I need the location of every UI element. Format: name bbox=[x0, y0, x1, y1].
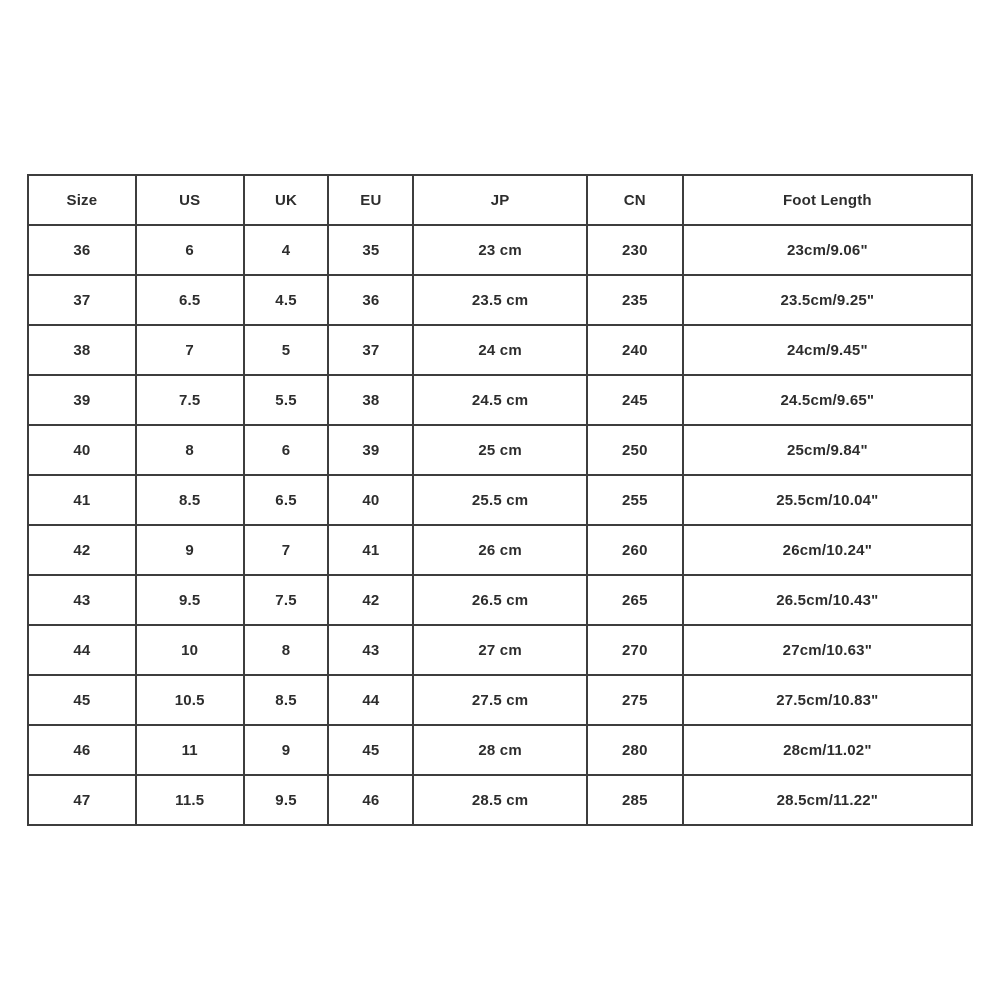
cell-eu: 36 bbox=[328, 275, 413, 325]
cell-jp: 23.5 cm bbox=[413, 275, 587, 325]
table-row bbox=[28, 725, 972, 775]
cell-eu: 35 bbox=[328, 225, 413, 275]
cell-uk: 8 bbox=[244, 625, 329, 675]
cell-uk: 9 bbox=[244, 725, 329, 775]
cell-us: 10.5 bbox=[136, 675, 244, 725]
cell-eu: 42 bbox=[328, 575, 413, 625]
cell-uk: 7 bbox=[244, 525, 329, 575]
cell-foot-length: 28cm/11.02" bbox=[683, 725, 972, 775]
cell-size: 38 bbox=[28, 325, 136, 375]
cell-uk: 5 bbox=[244, 325, 329, 375]
cell-us: 10 bbox=[136, 625, 244, 675]
size-chart-table bbox=[27, 174, 973, 826]
cell-cn: 270 bbox=[587, 625, 683, 675]
cell-eu: 45 bbox=[328, 725, 413, 775]
cell-size: 36 bbox=[28, 225, 136, 275]
cell-foot-length: 23.5cm/9.25" bbox=[683, 275, 972, 325]
cell-cn: 255 bbox=[587, 475, 683, 525]
cell-eu: 37 bbox=[328, 325, 413, 375]
cell-size: 44 bbox=[28, 625, 136, 675]
table-row bbox=[28, 325, 972, 375]
cell-us: 6 bbox=[136, 225, 244, 275]
cell-jp: 26.5 cm bbox=[413, 575, 587, 625]
cell-size: 39 bbox=[28, 375, 136, 425]
cell-us: 8.5 bbox=[136, 475, 244, 525]
table-row bbox=[28, 525, 972, 575]
cell-uk: 4.5 bbox=[244, 275, 329, 325]
table-row bbox=[28, 475, 972, 525]
cell-uk: 6.5 bbox=[244, 475, 329, 525]
table-row bbox=[28, 225, 972, 275]
cell-uk: 4 bbox=[244, 225, 329, 275]
cell-size: 46 bbox=[28, 725, 136, 775]
cell-size: 45 bbox=[28, 675, 136, 725]
cell-cn: 275 bbox=[587, 675, 683, 725]
cell-uk: 9.5 bbox=[244, 775, 329, 825]
cell-cn: 240 bbox=[587, 325, 683, 375]
cell-cn: 260 bbox=[587, 525, 683, 575]
cell-foot-length: 28.5cm/11.22" bbox=[683, 775, 972, 825]
cell-us: 8 bbox=[136, 425, 244, 475]
cell-foot-length: 25cm/9.84" bbox=[683, 425, 972, 475]
cell-cn: 280 bbox=[587, 725, 683, 775]
cell-us: 9.5 bbox=[136, 575, 244, 625]
cell-jp: 28.5 cm bbox=[413, 775, 587, 825]
table-row bbox=[28, 375, 972, 425]
cell-jp: 24.5 cm bbox=[413, 375, 587, 425]
cell-uk: 6 bbox=[244, 425, 329, 475]
cell-foot-length: 25.5cm/10.04" bbox=[683, 475, 972, 525]
cell-eu: 43 bbox=[328, 625, 413, 675]
cell-cn: 250 bbox=[587, 425, 683, 475]
cell-eu: 38 bbox=[328, 375, 413, 425]
cell-eu: 40 bbox=[328, 475, 413, 525]
cell-size: 43 bbox=[28, 575, 136, 625]
cell-uk: 8.5 bbox=[244, 675, 329, 725]
cell-foot-length: 26cm/10.24" bbox=[683, 525, 972, 575]
cell-size: 42 bbox=[28, 525, 136, 575]
cell-eu: 39 bbox=[328, 425, 413, 475]
cell-us: 6.5 bbox=[136, 275, 244, 325]
cell-uk: 7.5 bbox=[244, 575, 329, 625]
table-row bbox=[28, 425, 972, 475]
cell-cn: 285 bbox=[587, 775, 683, 825]
cell-size: 47 bbox=[28, 775, 136, 825]
cell-eu: 46 bbox=[328, 775, 413, 825]
column-header-us: US bbox=[136, 175, 244, 225]
cell-us: 9 bbox=[136, 525, 244, 575]
cell-jp: 28 cm bbox=[413, 725, 587, 775]
size-chart-container bbox=[27, 174, 973, 824]
cell-jp: 27.5 cm bbox=[413, 675, 587, 725]
column-header-eu: EU bbox=[328, 175, 413, 225]
header-row bbox=[28, 175, 972, 225]
size-chart-body bbox=[28, 225, 972, 825]
size-chart-header bbox=[28, 175, 972, 225]
cell-cn: 230 bbox=[587, 225, 683, 275]
cell-cn: 235 bbox=[587, 275, 683, 325]
table-row bbox=[28, 675, 972, 725]
cell-foot-length: 26.5cm/10.43" bbox=[683, 575, 972, 625]
cell-eu: 41 bbox=[328, 525, 413, 575]
column-header-jp: JP bbox=[413, 175, 587, 225]
table-row bbox=[28, 775, 972, 825]
cell-size: 37 bbox=[28, 275, 136, 325]
cell-foot-length: 27cm/10.63" bbox=[683, 625, 972, 675]
cell-eu: 44 bbox=[328, 675, 413, 725]
column-header-uk: UK bbox=[244, 175, 329, 225]
cell-size: 41 bbox=[28, 475, 136, 525]
cell-jp: 25.5 cm bbox=[413, 475, 587, 525]
cell-foot-length: 24cm/9.45" bbox=[683, 325, 972, 375]
table-row bbox=[28, 575, 972, 625]
cell-jp: 23 cm bbox=[413, 225, 587, 275]
cell-cn: 245 bbox=[587, 375, 683, 425]
cell-jp: 25 cm bbox=[413, 425, 587, 475]
cell-us: 11 bbox=[136, 725, 244, 775]
cell-cn: 265 bbox=[587, 575, 683, 625]
table-row bbox=[28, 625, 972, 675]
cell-jp: 26 cm bbox=[413, 525, 587, 575]
column-header-foot-length: Foot Length bbox=[683, 175, 972, 225]
cell-jp: 27 cm bbox=[413, 625, 587, 675]
cell-us: 7 bbox=[136, 325, 244, 375]
column-header-size: Size bbox=[28, 175, 136, 225]
cell-us: 11.5 bbox=[136, 775, 244, 825]
cell-foot-length: 27.5cm/10.83" bbox=[683, 675, 972, 725]
cell-foot-length: 24.5cm/9.65" bbox=[683, 375, 972, 425]
cell-us: 7.5 bbox=[136, 375, 244, 425]
cell-foot-length: 23cm/9.06" bbox=[683, 225, 972, 275]
cell-jp: 24 cm bbox=[413, 325, 587, 375]
column-header-cn: CN bbox=[587, 175, 683, 225]
cell-uk: 5.5 bbox=[244, 375, 329, 425]
cell-size: 40 bbox=[28, 425, 136, 475]
table-row bbox=[28, 275, 972, 325]
